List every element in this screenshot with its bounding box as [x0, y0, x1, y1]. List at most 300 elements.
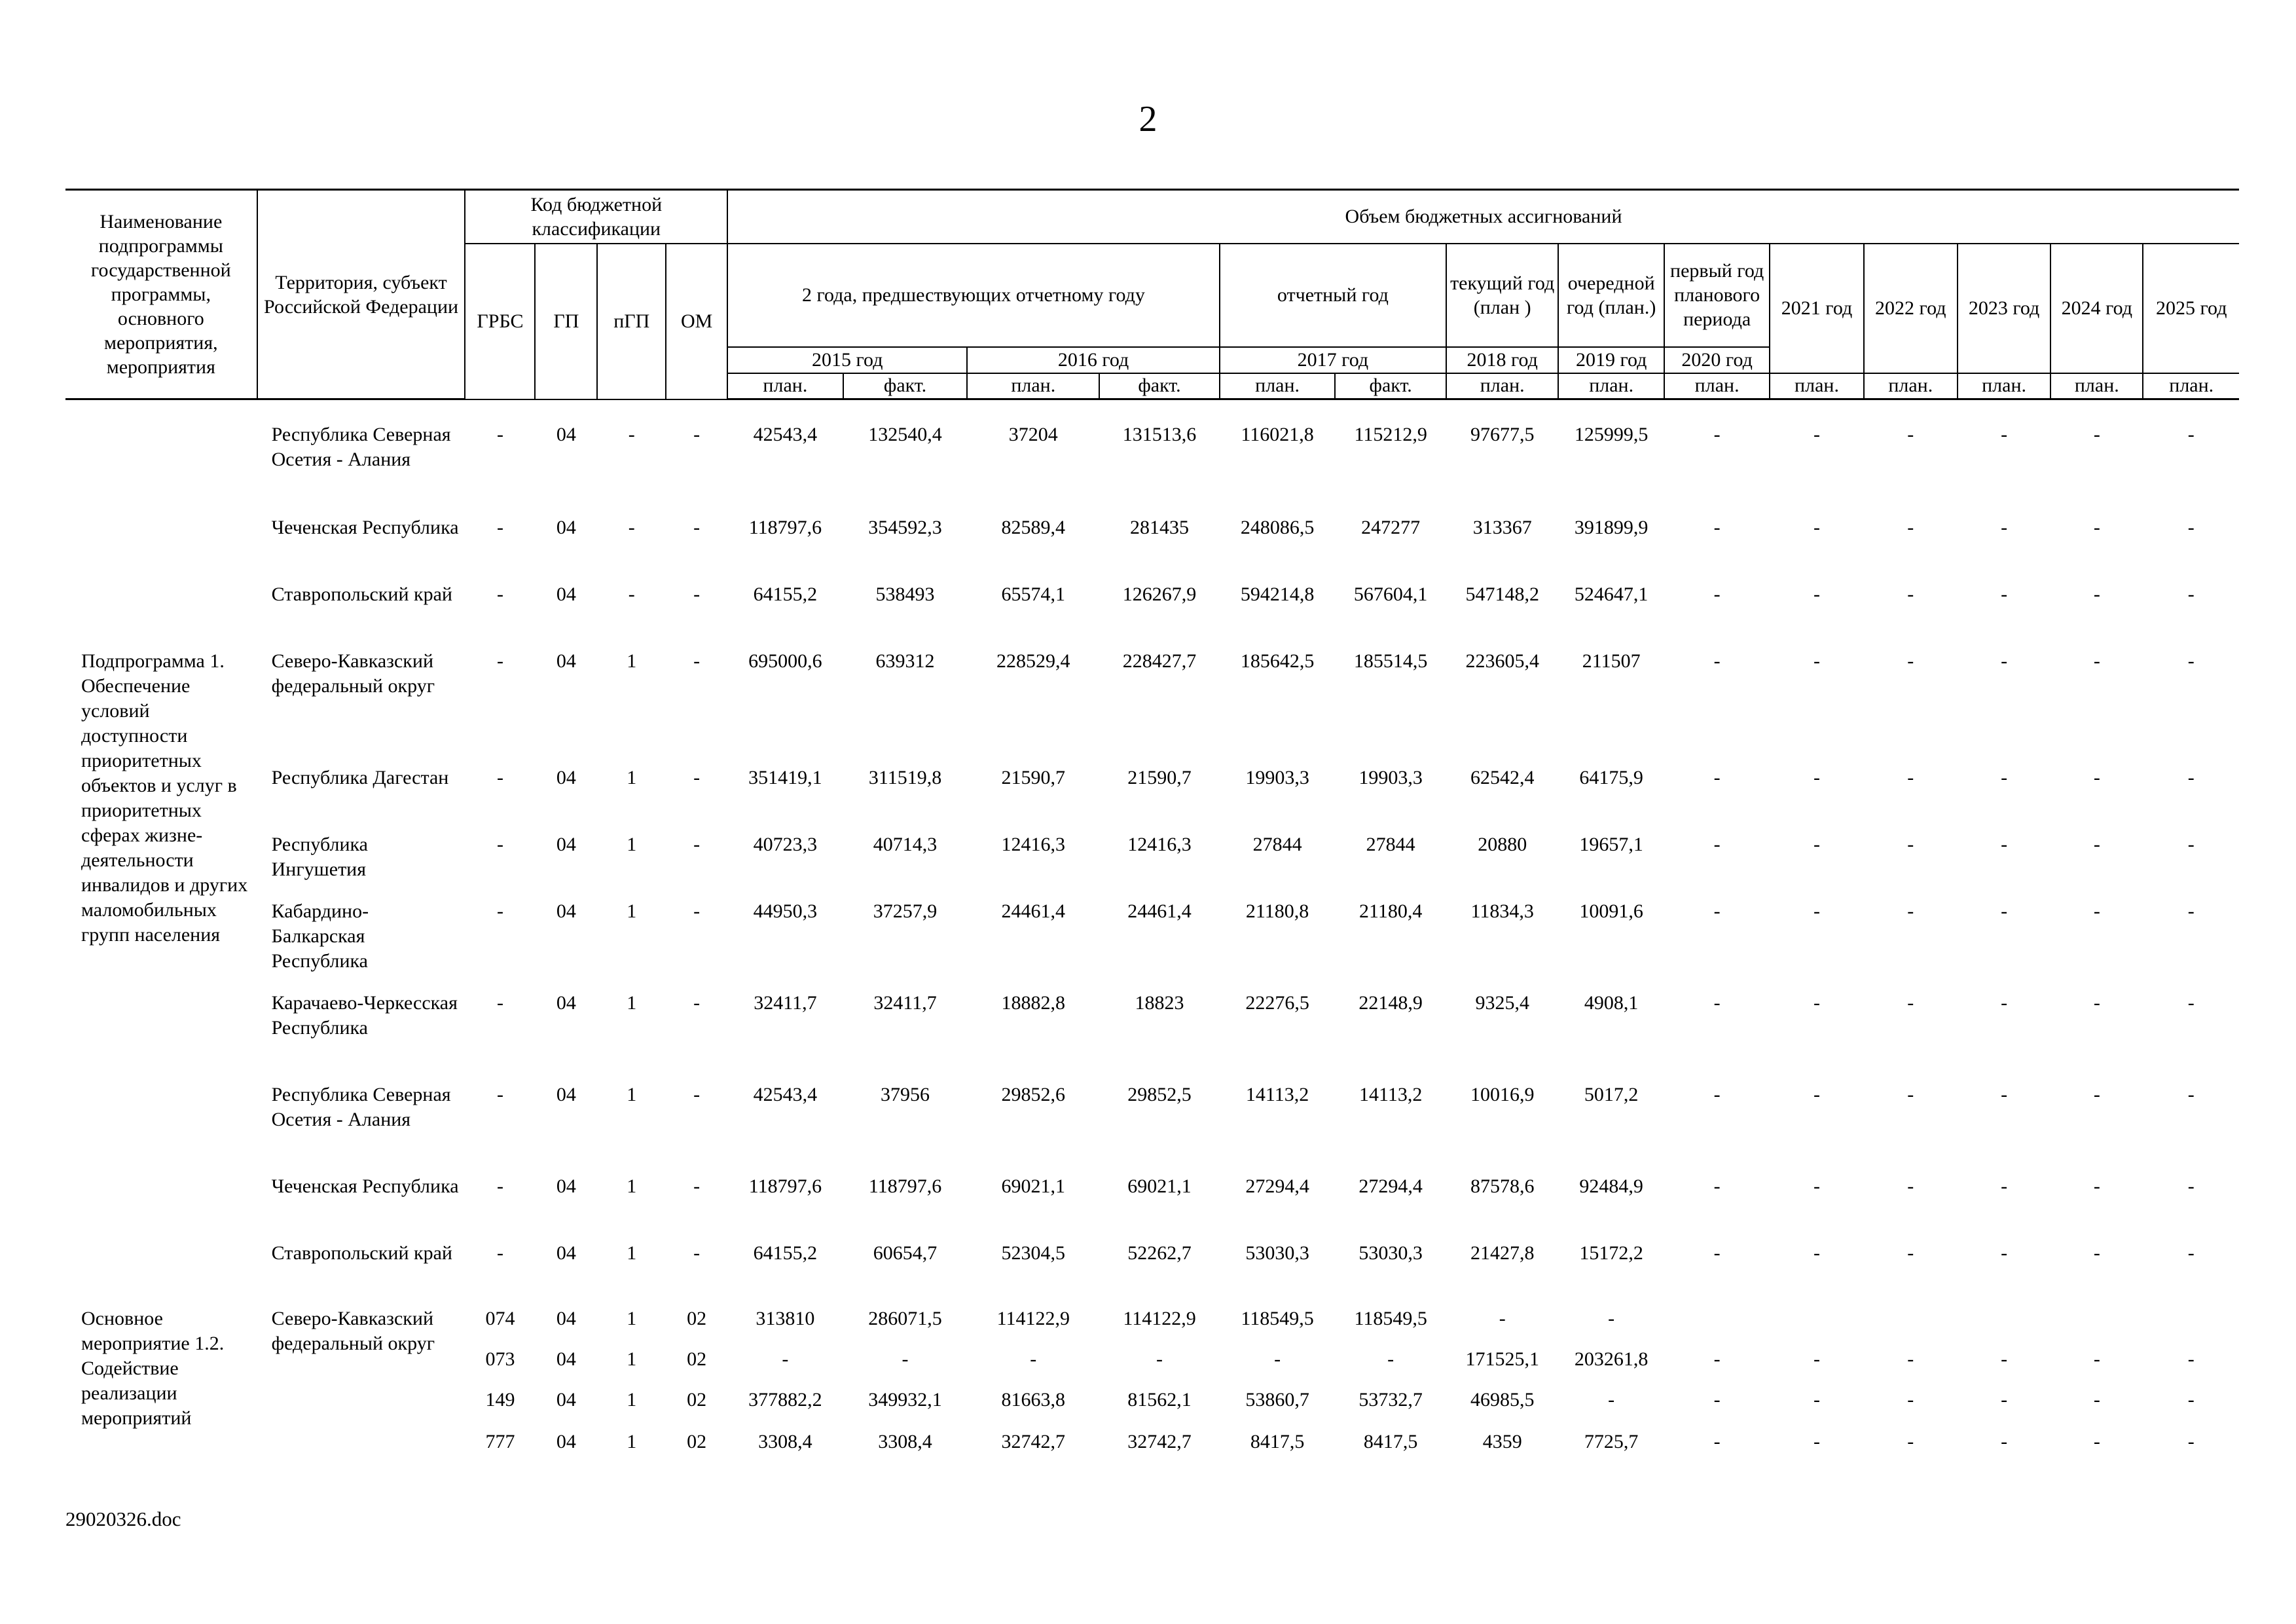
- value-cell: 19903,3: [1245, 767, 1309, 788]
- header-grbs: ГРБС: [465, 244, 535, 399]
- pgp-cell: 1: [627, 650, 637, 672]
- value-cell: -: [782, 1348, 789, 1370]
- value-cell: 37956: [881, 1084, 930, 1105]
- territory-cell: Кабардино-Балкарская Республика: [271, 900, 369, 972]
- om-cell: -: [693, 1084, 701, 1105]
- value-cell: -: [1274, 1348, 1281, 1370]
- om-cell: 02: [687, 1431, 707, 1452]
- value-cell: 203261,8: [1574, 1348, 1649, 1370]
- value-cell: 354592,3: [868, 517, 942, 538]
- value-cell: -: [2001, 1348, 2008, 1370]
- value-cell: 42543,4: [753, 1084, 818, 1105]
- om-cell: -: [693, 517, 701, 538]
- value-cell: 4908,1: [1584, 992, 1639, 1014]
- pgp-cell: -: [628, 583, 635, 605]
- value-cell: 21427,8: [1470, 1242, 1535, 1264]
- value-cell: -: [2093, 834, 2100, 855]
- value-cell: -: [2093, 1348, 2100, 1370]
- value-cell: 8417,5: [1363, 1431, 1418, 1452]
- pgp-cell: 1: [627, 767, 637, 788]
- value-cell: 24461,4: [1127, 900, 1192, 922]
- value-cell: -: [2187, 767, 2195, 788]
- header-plan: план.: [1864, 373, 1958, 399]
- value-cell: -: [1907, 517, 1914, 538]
- value-cell: -: [1907, 1431, 1914, 1452]
- value-cell: [1664, 1306, 1770, 1347]
- value-cell: 14113,2: [1245, 1084, 1309, 1105]
- value-cell: -: [1387, 1348, 1394, 1370]
- pgp-cell: 1: [627, 1242, 637, 1264]
- value-cell: 60654,7: [873, 1242, 938, 1264]
- header-plan: план.: [1446, 373, 1559, 399]
- table-row: [65, 832, 2239, 899]
- table-row: [65, 515, 2239, 582]
- value-cell: 185642,5: [1240, 650, 1315, 672]
- grbs-cell: -: [496, 424, 503, 445]
- value-cell: 281435: [1130, 517, 1189, 538]
- gp-cell: 04: [556, 834, 576, 855]
- value-cell: 62542,4: [1470, 767, 1535, 788]
- header-year-2020: 2020 год: [1664, 347, 1770, 373]
- value-cell: -: [1713, 1084, 1721, 1105]
- table-row: [65, 899, 2239, 991]
- value-cell: -: [1608, 1308, 1615, 1329]
- value-cell: -: [1713, 1389, 1721, 1411]
- grbs-cell: -: [496, 767, 503, 788]
- header-budget-code: Код бюджетной классификации: [465, 190, 727, 244]
- value-cell: -: [1713, 517, 1721, 538]
- value-cell: 19903,3: [1358, 767, 1423, 788]
- value-cell: -: [2187, 1175, 2195, 1197]
- om-cell: 02: [687, 1348, 707, 1370]
- value-cell: -: [2187, 900, 2195, 922]
- value-cell: -: [1813, 583, 1820, 605]
- pgp-cell: 1: [627, 1084, 637, 1105]
- territory-cell: Республика Северная Осетия - Алания: [271, 424, 451, 470]
- value-cell: 97677,5: [1470, 424, 1535, 445]
- value-cell: -: [2093, 517, 2100, 538]
- value-cell: 53860,7: [1245, 1389, 1309, 1411]
- value-cell: 21590,7: [1127, 767, 1192, 788]
- value-cell: -: [2093, 583, 2100, 605]
- header-plan: план.: [967, 373, 1099, 399]
- value-cell: -: [1907, 1084, 1914, 1105]
- grbs-cell: -: [496, 1084, 503, 1105]
- header-om: ОМ: [666, 244, 727, 399]
- value-cell: 44950,3: [753, 900, 818, 922]
- value-cell: -: [2001, 1389, 2008, 1411]
- value-cell: -: [1813, 1175, 1820, 1197]
- table-header: [65, 190, 2239, 399]
- grbs-cell: -: [496, 583, 503, 605]
- value-cell: 211507: [1582, 650, 1641, 672]
- value-cell: -: [1813, 424, 1820, 445]
- page-number: 2: [1139, 99, 1157, 139]
- value-cell: 64175,9: [1579, 767, 1643, 788]
- value-cell: 248086,5: [1240, 517, 1315, 538]
- value-cell: -: [2001, 517, 2008, 538]
- om-cell: 02: [687, 1389, 707, 1411]
- value-cell: -: [2001, 992, 2008, 1014]
- grbs-cell: -: [496, 900, 503, 922]
- value-cell: 3308,4: [878, 1431, 932, 1452]
- value-cell: -: [1907, 583, 1914, 605]
- value-cell: -: [2187, 992, 2195, 1014]
- header-plan: план.: [2050, 373, 2143, 399]
- value-cell: [1770, 1306, 1863, 1347]
- header-year-2023: 2023 год: [1958, 244, 2050, 373]
- territory-cell: Северо-Кавказский федеральный округ: [271, 650, 435, 697]
- gp-cell: 04: [556, 1242, 576, 1264]
- budget-allocation-table: [65, 189, 2239, 1471]
- value-cell: 32411,7: [754, 992, 817, 1014]
- value-cell: -: [2001, 834, 2008, 855]
- grbs-cell: -: [496, 517, 503, 538]
- value-cell: -: [2093, 992, 2100, 1014]
- value-cell: 132540,4: [868, 424, 942, 445]
- value-cell: 126267,9: [1122, 583, 1197, 605]
- value-cell: 18823: [1135, 992, 1184, 1014]
- value-cell: -: [1813, 900, 1820, 922]
- value-cell: 82589,4: [1001, 517, 1066, 538]
- value-cell: 32411,7: [873, 992, 937, 1014]
- value-cell: 52304,5: [1001, 1242, 1066, 1264]
- document-filename: 29020326.doc: [65, 1507, 181, 1530]
- value-cell: 171525,1: [1465, 1348, 1539, 1370]
- territory-cell: Чеченская Республика: [271, 517, 459, 538]
- header-year-2019: 2019 год: [1558, 347, 1664, 373]
- value-cell: -: [1907, 650, 1914, 672]
- grbs-cell: 149: [485, 1389, 515, 1411]
- value-cell: 14113,2: [1358, 1084, 1423, 1105]
- om-cell: -: [693, 650, 701, 672]
- program-name-cell: Основное мероприятие 1.2. Содействие реализации мероприятий: [81, 1308, 225, 1429]
- table-row: [65, 1306, 2239, 1347]
- table-row: [65, 422, 2239, 515]
- value-cell: -: [2093, 1242, 2100, 1264]
- territory-cell: Карачаево-Черкесская Республика: [271, 992, 458, 1039]
- header-year-2025: 2025 год: [2143, 244, 2239, 373]
- gp-cell: 04: [556, 767, 576, 788]
- gp-cell: 04: [556, 1431, 576, 1452]
- value-cell: 21180,4: [1358, 900, 1423, 922]
- value-cell: -: [2093, 1084, 2100, 1105]
- value-cell: -: [2093, 650, 2100, 672]
- value-cell: -: [1030, 1348, 1037, 1370]
- value-cell: -: [2093, 1175, 2100, 1197]
- value-cell: -: [1608, 1389, 1615, 1411]
- value-cell: -: [1907, 1389, 1914, 1411]
- value-cell: -: [1713, 1242, 1721, 1264]
- value-cell: -: [1907, 1348, 1914, 1370]
- value-cell: -: [2187, 1084, 2195, 1105]
- territory-cell: Ставропольский край: [271, 583, 452, 605]
- value-cell: 7725,7: [1584, 1431, 1639, 1452]
- om-cell: -: [693, 767, 701, 788]
- value-cell: -: [2001, 583, 2008, 605]
- gp-cell: 04: [556, 1389, 576, 1411]
- value-cell: -: [1813, 517, 1820, 538]
- value-cell: 11834,3: [1470, 900, 1534, 922]
- table-row: [65, 766, 2239, 832]
- value-cell: 22276,5: [1245, 992, 1309, 1014]
- header-fact: факт.: [1099, 373, 1220, 399]
- value-cell: 27844: [1366, 834, 1415, 855]
- table-body: [65, 399, 2239, 1472]
- om-cell: -: [693, 834, 701, 855]
- value-cell: 8417,5: [1250, 1431, 1305, 1452]
- value-cell: 286071,5: [868, 1308, 942, 1329]
- gp-cell: 04: [556, 583, 576, 605]
- value-cell: -: [1813, 1348, 1820, 1370]
- territory-cell: Чеченская Республика: [271, 1175, 459, 1197]
- header-pgp: пГП: [597, 244, 666, 399]
- value-cell: -: [2001, 424, 2008, 445]
- pgp-cell: -: [628, 517, 635, 538]
- program-name-cell: Подпрограмма 1. Обеспечение условий доступности приоритетных объектов и услуг в приоритетных сферах жизне-деятельности инвалидов и других маломобильных групп населения: [81, 650, 248, 946]
- value-cell: 594214,8: [1240, 583, 1315, 605]
- gp-cell: 04: [556, 424, 576, 445]
- value-cell: -: [1713, 650, 1721, 672]
- header-year-2021: 2021 год: [1770, 244, 1863, 373]
- value-cell: -: [1813, 1242, 1820, 1264]
- om-cell: -: [693, 1175, 701, 1197]
- value-cell: 37257,9: [873, 900, 938, 922]
- header-plan: план.: [1558, 373, 1664, 399]
- value-cell: 18882,8: [1001, 992, 1066, 1014]
- value-cell: -: [2187, 1348, 2195, 1370]
- value-cell: 53030,3: [1245, 1242, 1309, 1264]
- pgp-cell: 1: [627, 900, 637, 922]
- value-cell: -: [1813, 1389, 1820, 1411]
- value-cell: -: [1713, 1175, 1721, 1197]
- value-cell: -: [1156, 1348, 1163, 1370]
- value-cell: -: [2093, 424, 2100, 445]
- header-year-2024: 2024 год: [2050, 244, 2143, 373]
- value-cell: 228529,4: [996, 650, 1070, 672]
- grbs-cell: -: [496, 1242, 503, 1264]
- value-cell: -: [1713, 424, 1721, 445]
- value-cell: -: [2001, 650, 2008, 672]
- value-cell: 22148,9: [1358, 992, 1423, 1014]
- value-cell: [1864, 1306, 1958, 1347]
- value-cell: 21590,7: [1001, 767, 1066, 788]
- value-cell: -: [2001, 1242, 2008, 1264]
- value-cell: 32742,7: [1127, 1431, 1192, 1452]
- territory-cell: Северо-Кавказский федеральный округ: [271, 1308, 435, 1354]
- header-prev-two-years: 2 года, предшествующих отчетному году: [727, 244, 1220, 347]
- value-cell: 32742,7: [1001, 1431, 1066, 1452]
- value-cell: 64155,2: [753, 1242, 818, 1264]
- gp-cell: 04: [556, 1308, 576, 1329]
- value-cell: -: [1907, 424, 1914, 445]
- header-first-plan-year: первый год планового периода: [1664, 244, 1770, 347]
- value-cell: [2050, 1306, 2143, 1347]
- value-cell: -: [1813, 1084, 1820, 1105]
- pgp-cell: 1: [627, 1348, 637, 1370]
- table-row: [65, 1174, 2239, 1241]
- value-cell: -: [2001, 1431, 2008, 1452]
- value-cell: -: [1713, 1348, 1721, 1370]
- header-volume: Объем бюджетных ассигнований: [727, 190, 2239, 244]
- value-cell: 228427,7: [1122, 650, 1197, 672]
- value-cell: 5017,2: [1584, 1084, 1639, 1105]
- value-cell: -: [1499, 1308, 1506, 1329]
- value-cell: 42543,4: [753, 424, 818, 445]
- territory-cell: Ставропольский край: [271, 1242, 452, 1264]
- value-cell: 29852,5: [1127, 1084, 1192, 1105]
- pgp-cell: 1: [627, 1431, 637, 1452]
- value-cell: 3308,4: [758, 1431, 812, 1452]
- value-cell: 27844: [1252, 834, 1302, 855]
- table-row: [65, 1082, 2239, 1174]
- header-plan: план.: [1958, 373, 2050, 399]
- value-cell: 40714,3: [873, 834, 938, 855]
- value-cell: -: [1907, 1242, 1914, 1264]
- header-year-2022: 2022 год: [1864, 244, 1958, 373]
- header-plan: план.: [1770, 373, 1863, 399]
- value-cell: -: [1907, 767, 1914, 788]
- value-cell: 52262,7: [1127, 1242, 1192, 1264]
- value-cell: 114122,9: [1123, 1308, 1196, 1329]
- value-cell: 115212,9: [1354, 424, 1427, 445]
- om-cell: -: [693, 424, 701, 445]
- value-cell: 391899,9: [1574, 517, 1649, 538]
- value-cell: 538493: [875, 583, 935, 605]
- pgp-cell: 1: [627, 834, 637, 855]
- grbs-cell: 777: [485, 1431, 515, 1452]
- value-cell: 351419,1: [748, 767, 822, 788]
- gp-cell: 04: [556, 1084, 576, 1105]
- value-cell: -: [2093, 767, 2100, 788]
- value-cell: 313810: [756, 1308, 815, 1329]
- value-cell: -: [1713, 834, 1721, 855]
- value-cell: 223605,4: [1465, 650, 1539, 672]
- value-cell: 524647,1: [1574, 583, 1649, 605]
- value-cell: 81663,8: [1001, 1389, 1066, 1411]
- om-cell: -: [693, 900, 701, 922]
- grbs-cell: -: [496, 1175, 503, 1197]
- value-cell: 10016,9: [1470, 1084, 1535, 1105]
- value-cell: 9325,4: [1475, 992, 1529, 1014]
- value-cell: 12416,3: [1127, 834, 1192, 855]
- value-cell: 24461,4: [1001, 900, 1066, 922]
- gp-cell: 04: [556, 1175, 576, 1197]
- value-cell: -: [1907, 1175, 1914, 1197]
- value-cell: -: [1907, 834, 1914, 855]
- table-row: [65, 1241, 2239, 1306]
- value-cell: 125999,5: [1574, 424, 1649, 445]
- value-cell: 87578,6: [1470, 1175, 1535, 1197]
- value-cell: -: [1813, 650, 1820, 672]
- value-cell: 65574,1: [1001, 583, 1066, 605]
- gp-cell: 04: [556, 650, 576, 672]
- gp-cell: 04: [556, 992, 576, 1014]
- header-plan: план.: [1664, 373, 1770, 399]
- value-cell: -: [2187, 650, 2195, 672]
- om-cell: -: [693, 992, 701, 1014]
- value-cell: 567604,1: [1353, 583, 1428, 605]
- value-cell: 118797,6: [868, 1175, 942, 1197]
- value-cell: 377882,2: [748, 1389, 822, 1411]
- value-cell: 37204: [1008, 424, 1058, 445]
- value-cell: -: [2093, 1389, 2100, 1411]
- pgp-cell: 1: [627, 1389, 637, 1411]
- value-cell: 118549,5: [1241, 1308, 1314, 1329]
- pgp-cell: 1: [627, 992, 637, 1014]
- value-cell: -: [2093, 1431, 2100, 1452]
- value-cell: -: [1813, 767, 1820, 788]
- value-cell: -: [2001, 1175, 2008, 1197]
- value-cell: 639312: [875, 650, 935, 672]
- value-cell: 12416,3: [1001, 834, 1066, 855]
- value-cell: -: [2187, 424, 2195, 445]
- header-report-year: отчетный год: [1220, 244, 1446, 347]
- gp-cell: 04: [556, 517, 576, 538]
- header-plan: план.: [2143, 373, 2239, 399]
- value-cell: 21180,8: [1245, 900, 1309, 922]
- value-cell: -: [2187, 517, 2195, 538]
- table-row: [65, 582, 2239, 649]
- value-cell: 46985,5: [1470, 1389, 1535, 1411]
- value-cell: 64155,2: [753, 583, 818, 605]
- value-cell: 114122,9: [996, 1308, 1070, 1329]
- value-cell: 695000,6: [748, 650, 822, 672]
- value-cell: -: [2001, 767, 2008, 788]
- value-cell: 311519,8: [868, 767, 942, 788]
- territory-cell: Республика Ингушетия: [271, 834, 368, 880]
- value-cell: -: [2001, 900, 2008, 922]
- header-next-year: очередной год (план.): [1558, 244, 1664, 347]
- value-cell: 185514,5: [1353, 650, 1428, 672]
- value-cell: 116021,8: [1241, 424, 1314, 445]
- value-cell: -: [1713, 1431, 1721, 1452]
- gp-cell: 04: [556, 900, 576, 922]
- value-cell: 29852,6: [1001, 1084, 1066, 1105]
- value-cell: 131513,6: [1122, 424, 1197, 445]
- value-cell: [1958, 1306, 2050, 1347]
- grbs-cell: 073: [485, 1348, 515, 1370]
- table-row: [65, 991, 2239, 1082]
- value-cell: -: [2187, 834, 2195, 855]
- gp-cell: 04: [556, 1348, 576, 1370]
- value-cell: [2143, 1306, 2239, 1347]
- value-cell: 15172,2: [1579, 1242, 1643, 1264]
- header-year-2015: 2015 год: [727, 347, 967, 373]
- value-cell: -: [1713, 992, 1721, 1014]
- value-cell: 4359: [1482, 1431, 1522, 1452]
- grbs-cell: -: [496, 992, 503, 1014]
- value-cell: -: [2093, 900, 2100, 922]
- header-fact: факт.: [1335, 373, 1446, 399]
- grbs-cell: 074: [485, 1308, 515, 1329]
- value-cell: 19657,1: [1579, 834, 1643, 855]
- value-cell: 92484,9: [1579, 1175, 1643, 1197]
- value-cell: 27294,4: [1245, 1175, 1309, 1197]
- value-cell: 118549,5: [1354, 1308, 1427, 1329]
- pgp-cell: 1: [627, 1175, 637, 1197]
- value-cell: 40723,3: [753, 834, 818, 855]
- header-year-2016: 2016 год: [967, 347, 1219, 373]
- value-cell: -: [1907, 992, 1914, 1014]
- value-cell: 313367: [1472, 517, 1532, 538]
- header-year-2017: 2017 год: [1220, 347, 1446, 373]
- value-cell: 53030,3: [1358, 1242, 1423, 1264]
- territory-cell: Республика Дагестан: [271, 767, 449, 788]
- header-current-year: текущий год (план ): [1446, 244, 1559, 347]
- value-cell: -: [1713, 900, 1721, 922]
- value-cell: 349932,1: [868, 1389, 942, 1411]
